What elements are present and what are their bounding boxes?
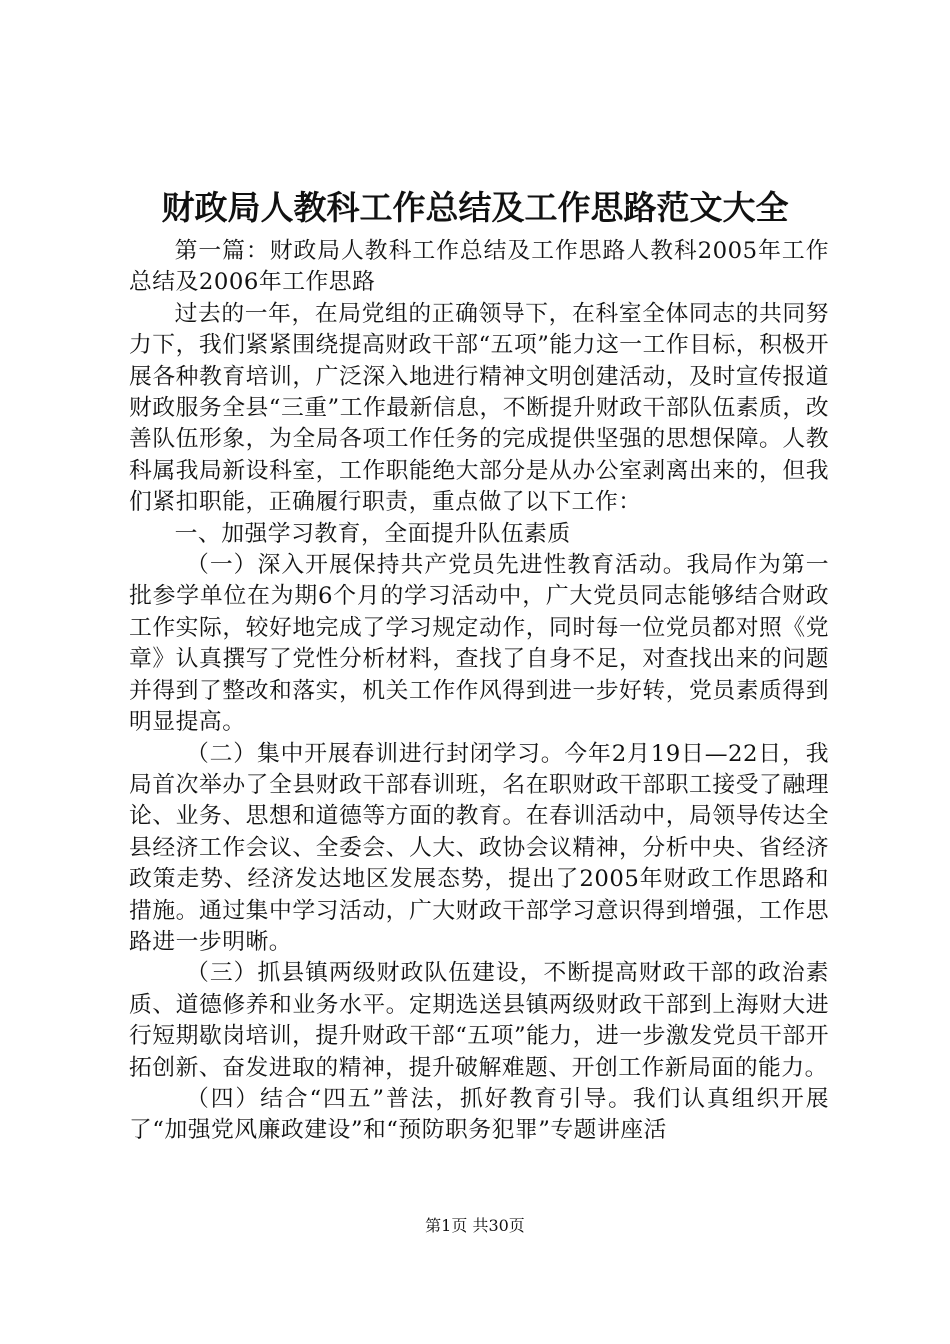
document-title: 财政局人教科工作总结及工作思路范文大全 [161,188,789,227]
paragraph-item-1: （一）深入开展保持共产党员先进性教育活动。我局作为第一批参学单位在为期6个月的学习活动中，广大党员同志能够结合财政工作实际，较好地完成了学习规定动作，同时每一位党员都对照《党章》认真撰写了党性分析材料，查找了自身不足，对查找出来的问题并得到了整改和落实，机关工作作风得到进一步好转，党员素质得到明显提高。 [129,552,829,736]
page-footer: 第1页 共30页 [425,1216,525,1235]
paragraph-item-3: （三）抓县镇两级财政队伍建设，不断提高财政干部的政治素质、道德修养和业务水平。定期选送县镇两级财政干部到上海财大进行短期歇岗培训，提升财政干部“五项”能力，进一步激发党员干部开拓创新、奋发进取的精神，提升破解难题、开创工作新局面的能力。 [129,960,829,1081]
paragraph-item-4: （四）结合“四五”普法，抓好教育引导。我们认真组织开展了“加强党风廉政建设”和“预防职务犯罪”专题讲座活 [129,1085,829,1144]
document-body [129,236,829,1147]
paragraph-item-2: （二）集中开展春训进行封闭学习。今年2月19日—22日，我局首次举办了全县财政干部春训班，名在职财政干部职工接受了融理论、业务、思想和道德等方面的教育。在春训活动中，局领导传达全县经济工作会议、全委会、人大、政协会议精神，分析中央、省经济政策走势、经济发达地区发展态势，提出了2005年财政工作思路和措施。通过集中学习活动，广大财政干部学习意识得到增强，工作思路进一步明晰。 [129,740,829,955]
section-heading: 一、加强学习教育，全面提升队伍素质 [174,520,571,547]
paragraph-intro: 第一篇：财政局人教科工作总结及工作思路人教科2005年工作总结及2006年工作思路 [129,238,829,296]
paragraph-summary: 过去的一年，在局党组的正确领导下，在科室全体同志的共同努力下，我们紧紧围绕提高财政干部“五项”能力这一工作目标，积极开展各种教育培训，广泛深入地进行精神文明创建活动，及时宣传报道财政服务全县“三重”工作最新信息，不断提升财政干部队伍素质，改善队伍形象，为全局各项工作任务的完成提供坚强的思想保障。人教科属我局新设科室，工作职能绝大部分是从办公室剥离出来的，但我们紧扣职能，正确履行职责，重点做了以下工作： [129,300,829,516]
